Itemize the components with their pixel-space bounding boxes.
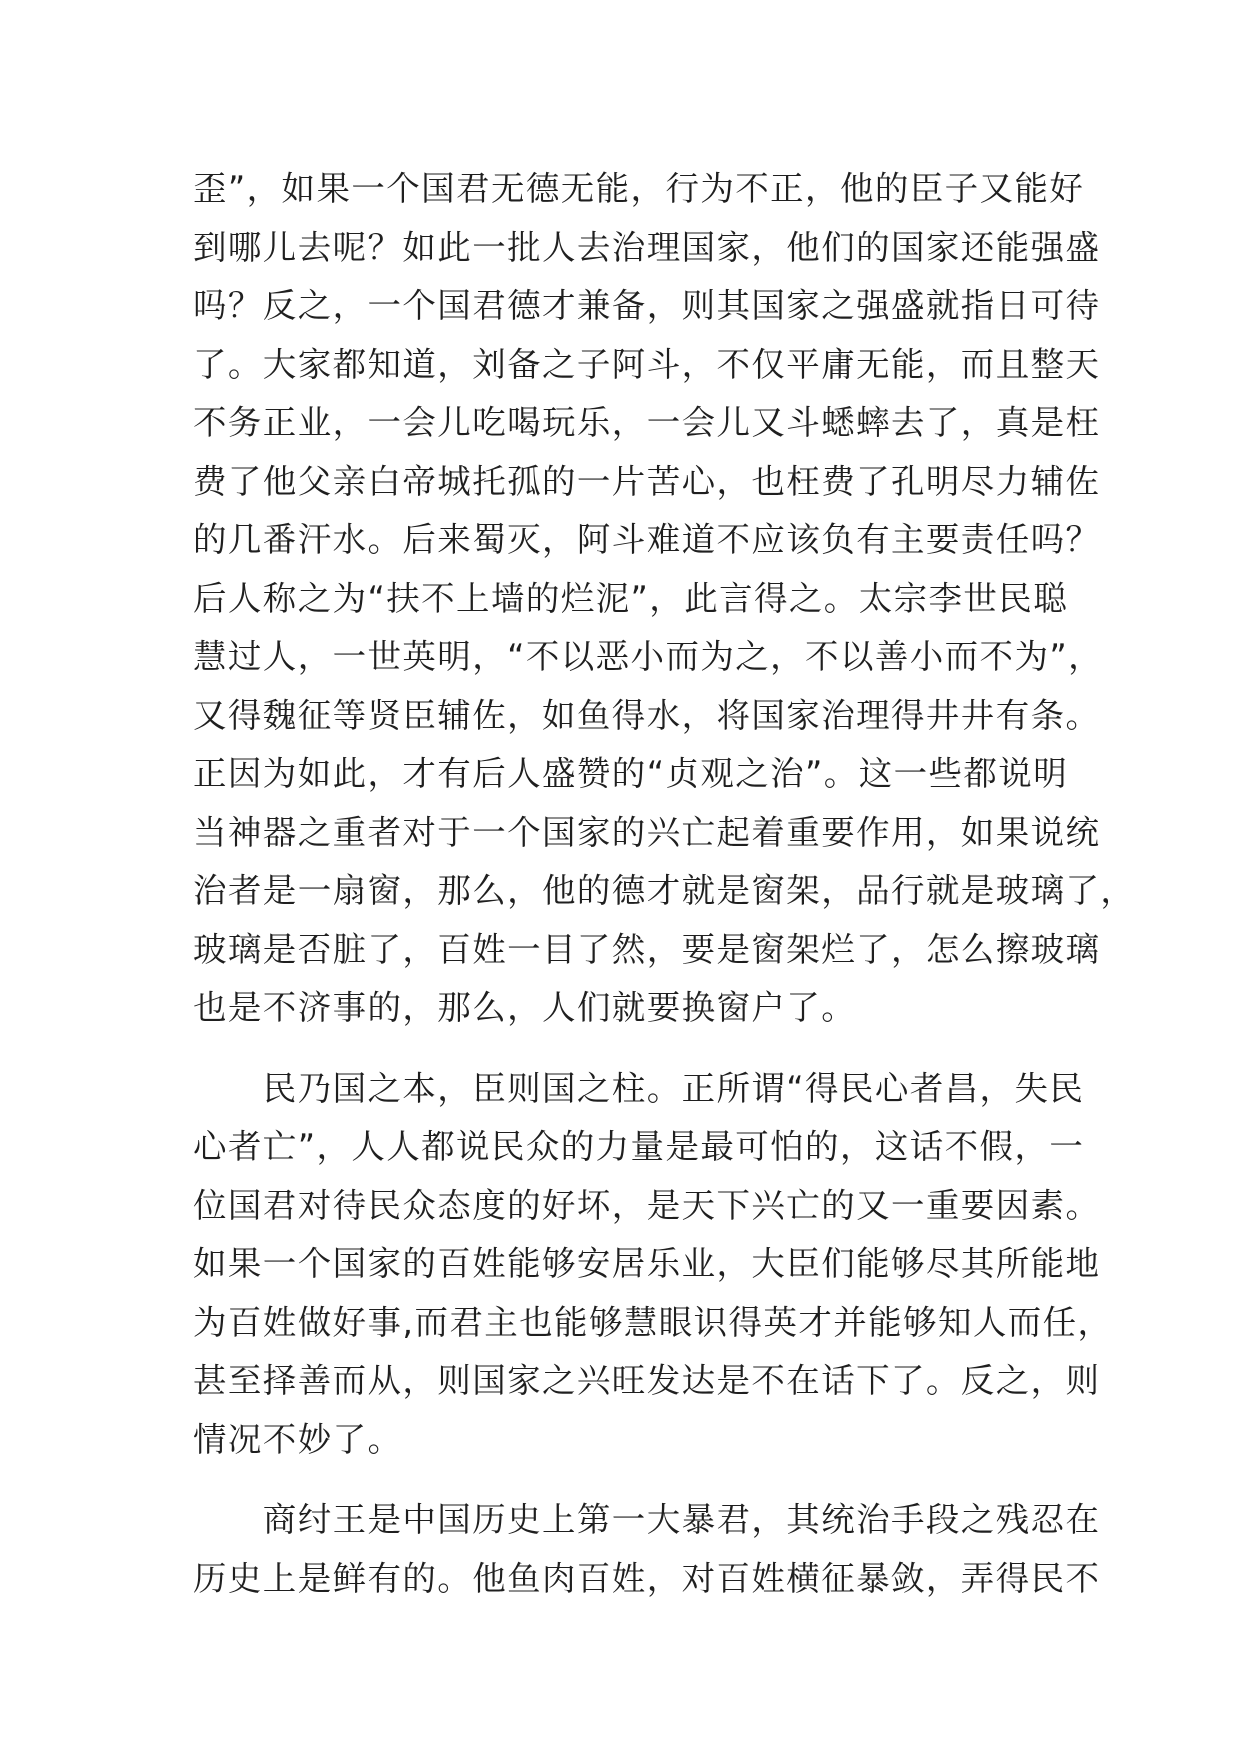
- text-line: 位国君对待民众态度的好坏，是天下兴亡的又一重要因素。: [193, 1185, 1101, 1225]
- paragraph-3: [193, 1491, 1101, 1608]
- text-line: 民乃国之本，臣则国之柱。正所谓“得民心者昌，失民: [193, 1068, 1085, 1108]
- text-line: 商纣王是中国历史上第一大暴君，其统治手段之残忍在: [193, 1500, 1101, 1539]
- paragraph-2: [193, 1060, 1113, 1470]
- text-line: 玻璃是否脏了，百姓一目了然，要是窗架烂了，怎么擦玻璃: [193, 929, 1101, 969]
- text-line: 为百姓做好事,而君主也能够慧眼识得英才并能够知人而任，: [193, 1302, 1113, 1342]
- text-line: 到哪儿去呢？如此一批人去治理国家，他们的国家还能强盛: [193, 227, 1101, 267]
- text-line: 的几番汗水。后来蜀灭，阿斗难道不应该负有主要责任吗？: [193, 520, 1101, 559]
- text-line: 当神器之重者对于一个国家的兴亡起着重要作用，如果说统: [193, 812, 1101, 852]
- paragraph-spacing: [193, 1038, 1073, 1060]
- text-line: 治者是一扇窗，那么，他的德才就是窗架，品行就是玻璃了，: [193, 871, 1136, 910]
- text-line: 心者亡”，人人都说民众的力量是最可怕的，这话不假，一: [193, 1127, 1085, 1166]
- paragraph-spacing: [193, 1469, 1073, 1491]
- text-line: 又得魏征等贤臣辅佐，如鱼得水，将国家治理得井井有条。: [193, 695, 1101, 735]
- text-line: 歪”，如果一个国君无德无能，行为不正，他的臣子又能好: [193, 169, 1085, 208]
- text-line: 后人称之为“扶不上墙的烂泥”，此言得之。太宗李世民聪: [193, 578, 1069, 618]
- text-line: 正因为如此，才有后人盛赞的“贞观之治”。这一些都说明: [193, 754, 1069, 793]
- text-line: 不务正业，一会儿吃喝玩乐，一会儿又斗蟋蟀去了，真是枉: [193, 403, 1101, 442]
- text-line: 了。大家都知道，刘备之子阿斗，不仅平庸无能，而且整天: [193, 344, 1101, 384]
- text-line: 如果一个国家的百姓能够安居乐业，大臣们能够尽其所能地: [193, 1244, 1101, 1283]
- text-line: 甚至择善而从，则国家之兴旺发达是不在话下了。反之，则: [193, 1361, 1101, 1400]
- text-line: 费了他父亲白帝城托孤的一片苦心，也枉费了孔明尽力辅佐: [193, 461, 1101, 501]
- text-line: 也是不济事的，那么，人们就要换窗户了。: [193, 988, 857, 1027]
- text-line: 历史上是鲜有的。他鱼肉百姓，对百姓横征暴敛，弄得民不: [193, 1558, 1101, 1598]
- document-body: [193, 160, 1136, 1608]
- text-line: 慧过人，一世英明，“不以恶小而为之，不以善小而不为”，: [193, 637, 1104, 676]
- paragraph-1: [193, 160, 1136, 1038]
- text-line: 吗？反之，一个国君德才兼备，则其国家之强盛就指日可待: [193, 286, 1101, 325]
- text-line: 情况不妙了。: [193, 1419, 403, 1459]
